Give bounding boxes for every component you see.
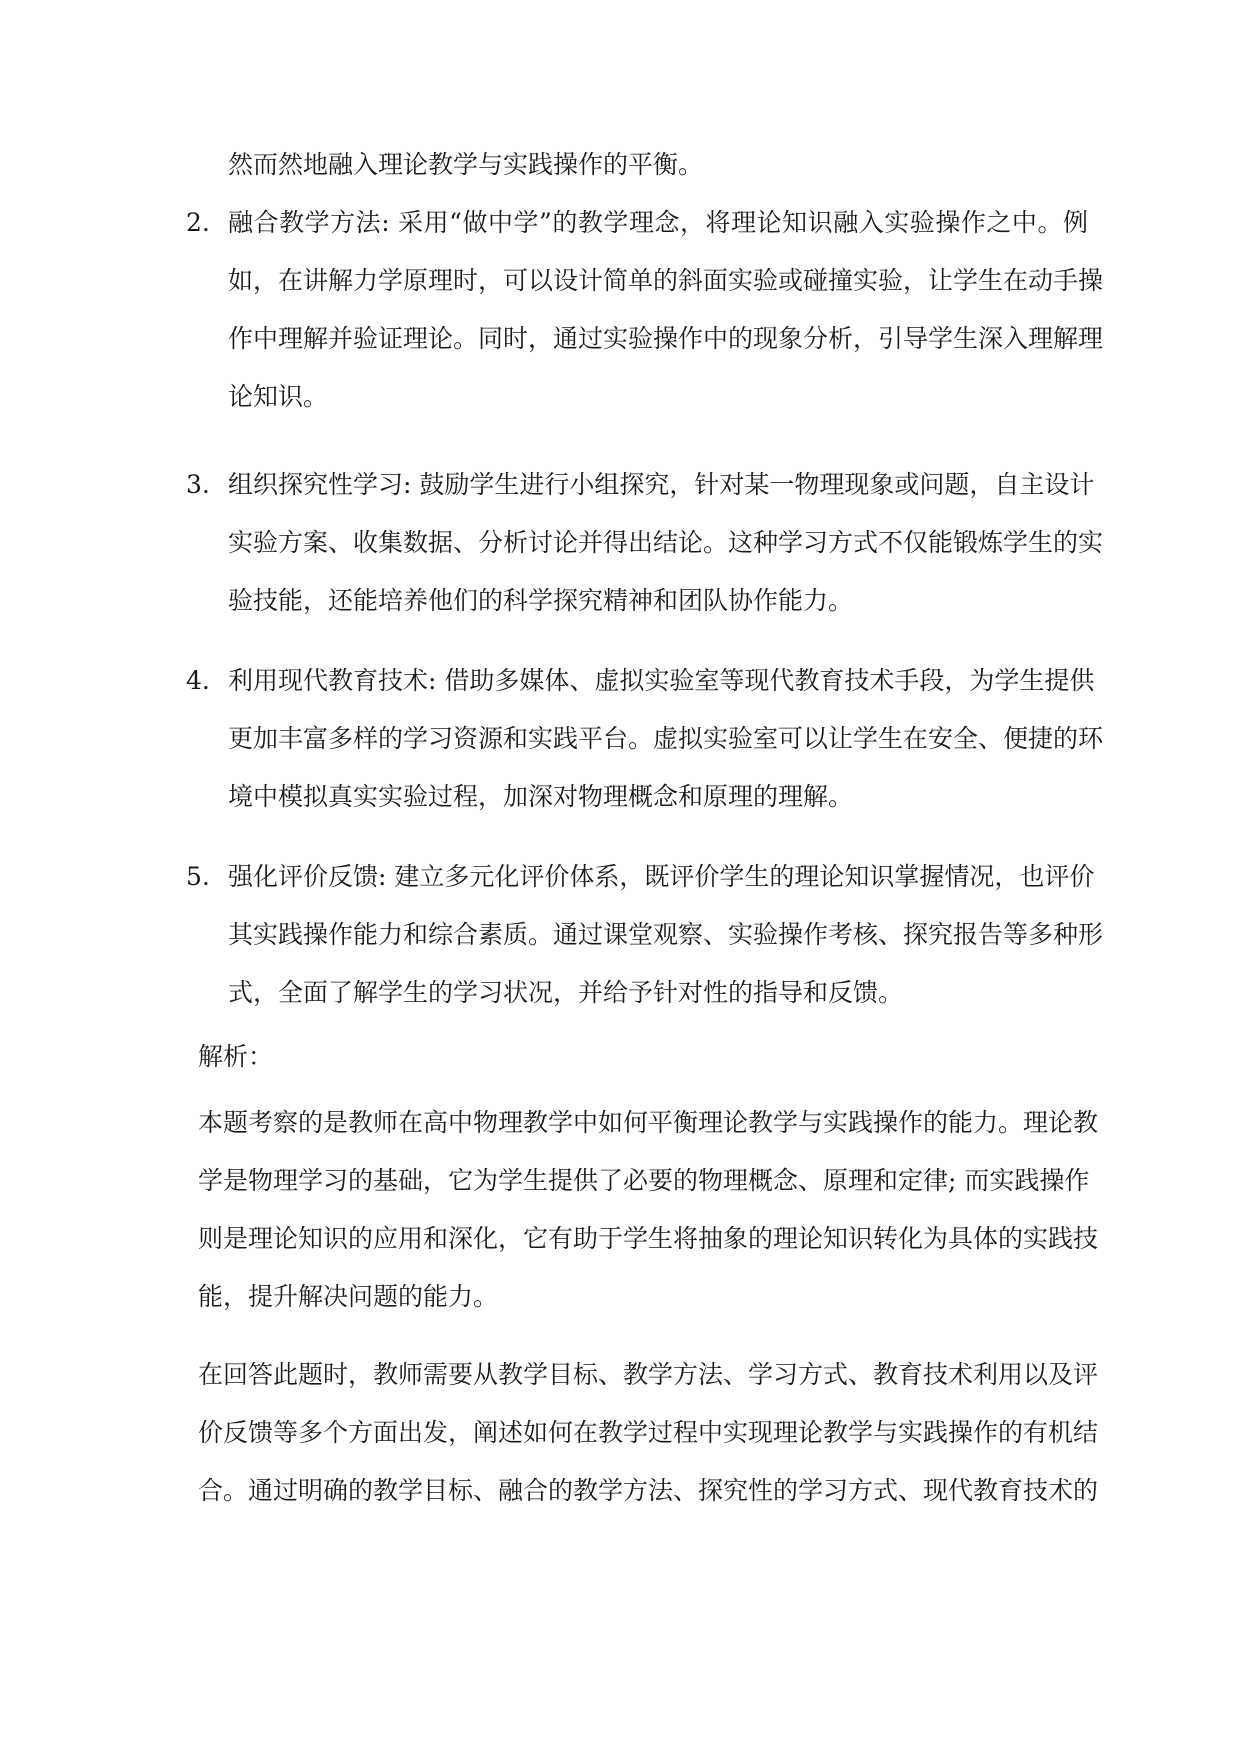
list-item-line: 如，在讲解力学原理时，可以设计简单的斜面实验或碰撞实验，让学生在动手操 — [228, 266, 1104, 295]
list-item-line: 作中理解并验证理论。同时，通过实验操作中的现象分析，引导学生深入理解理 — [228, 324, 1104, 353]
list-item-line: 利用现代教育技术: 借助多媒体、虚拟实验室等现代教育技术手段，为学生提供 — [228, 666, 1095, 695]
list-item-number: 4. — [186, 666, 210, 695]
list-item-line: 论知识。 — [228, 382, 329, 411]
list-item-number: 3. — [186, 470, 210, 499]
list-item-line: 强化评价反馈: 建立多元化评价体系，既评价学生的理论知识掌握情况，也评价 — [228, 862, 1095, 891]
analysis-heading: 解析： — [198, 1042, 274, 1071]
analysis-line: 在回答此题时，教师需要从教学目标、教学方法、学习方式、教育技术利用以及评 — [198, 1360, 1099, 1389]
analysis-line: 学是物理学习的基础，它为学生提供了必要的物理概念、原理和定律; 而实践操作 — [198, 1166, 1090, 1195]
list-item-line: 融合教学方法: 采用“做中学”的教学理念，将理论知识融入实验操作之中。例 — [228, 208, 1088, 237]
list-item-number: 5. — [186, 862, 210, 891]
analysis-line: 则是理论知识的应用和深化，它有助于学生将抽象的理论知识转化为具体的实践技 — [198, 1224, 1099, 1253]
analysis-line: 价反馈等多个方面出发，阐述如何在教学过程中实现理论教学与实践操作的有机结 — [198, 1418, 1099, 1447]
continuation-line: 然而然地融入理论教学与实践操作的平衡。 — [228, 150, 704, 179]
list-item-line: 境中模拟真实实验过程，加深对物理概念和原理的理解。 — [228, 782, 854, 811]
list-item-line: 组织探究性学习: 鼓励学生进行小组探究，针对某一物理现象或问题，自主设计 — [228, 470, 1095, 499]
list-item-line: 更加丰富多样的学习资源和实践平台。虚拟实验室可以让学生在安全、便捷的环 — [228, 724, 1104, 753]
analysis-line: 合。通过明确的教学目标、融合的教学方法、探究性的学习方式、现代教育技术的 — [198, 1476, 1099, 1505]
analysis-line: 能，提升解决问题的能力。 — [198, 1282, 499, 1311]
list-item-line: 式，全面了解学生的学习状况，并给予针对性的指导和反馈。 — [228, 978, 904, 1007]
list-item-number: 2. — [186, 208, 210, 237]
list-item-line: 验技能，还能培养他们的科学探究精神和团队协作能力。 — [228, 586, 854, 615]
list-item-line: 其实践操作能力和综合素质。通过课堂观察、实验操作考核、探究报告等多种形 — [228, 920, 1104, 949]
list-item-line: 实验方案、收集数据、分析讨论并得出结论。这种学习方式不仅能锻炼学生的实 — [228, 528, 1104, 557]
analysis-line: 本题考察的是教师在高中物理教学中如何平衡理论教学与实践操作的能力。理论教 — [198, 1108, 1099, 1137]
